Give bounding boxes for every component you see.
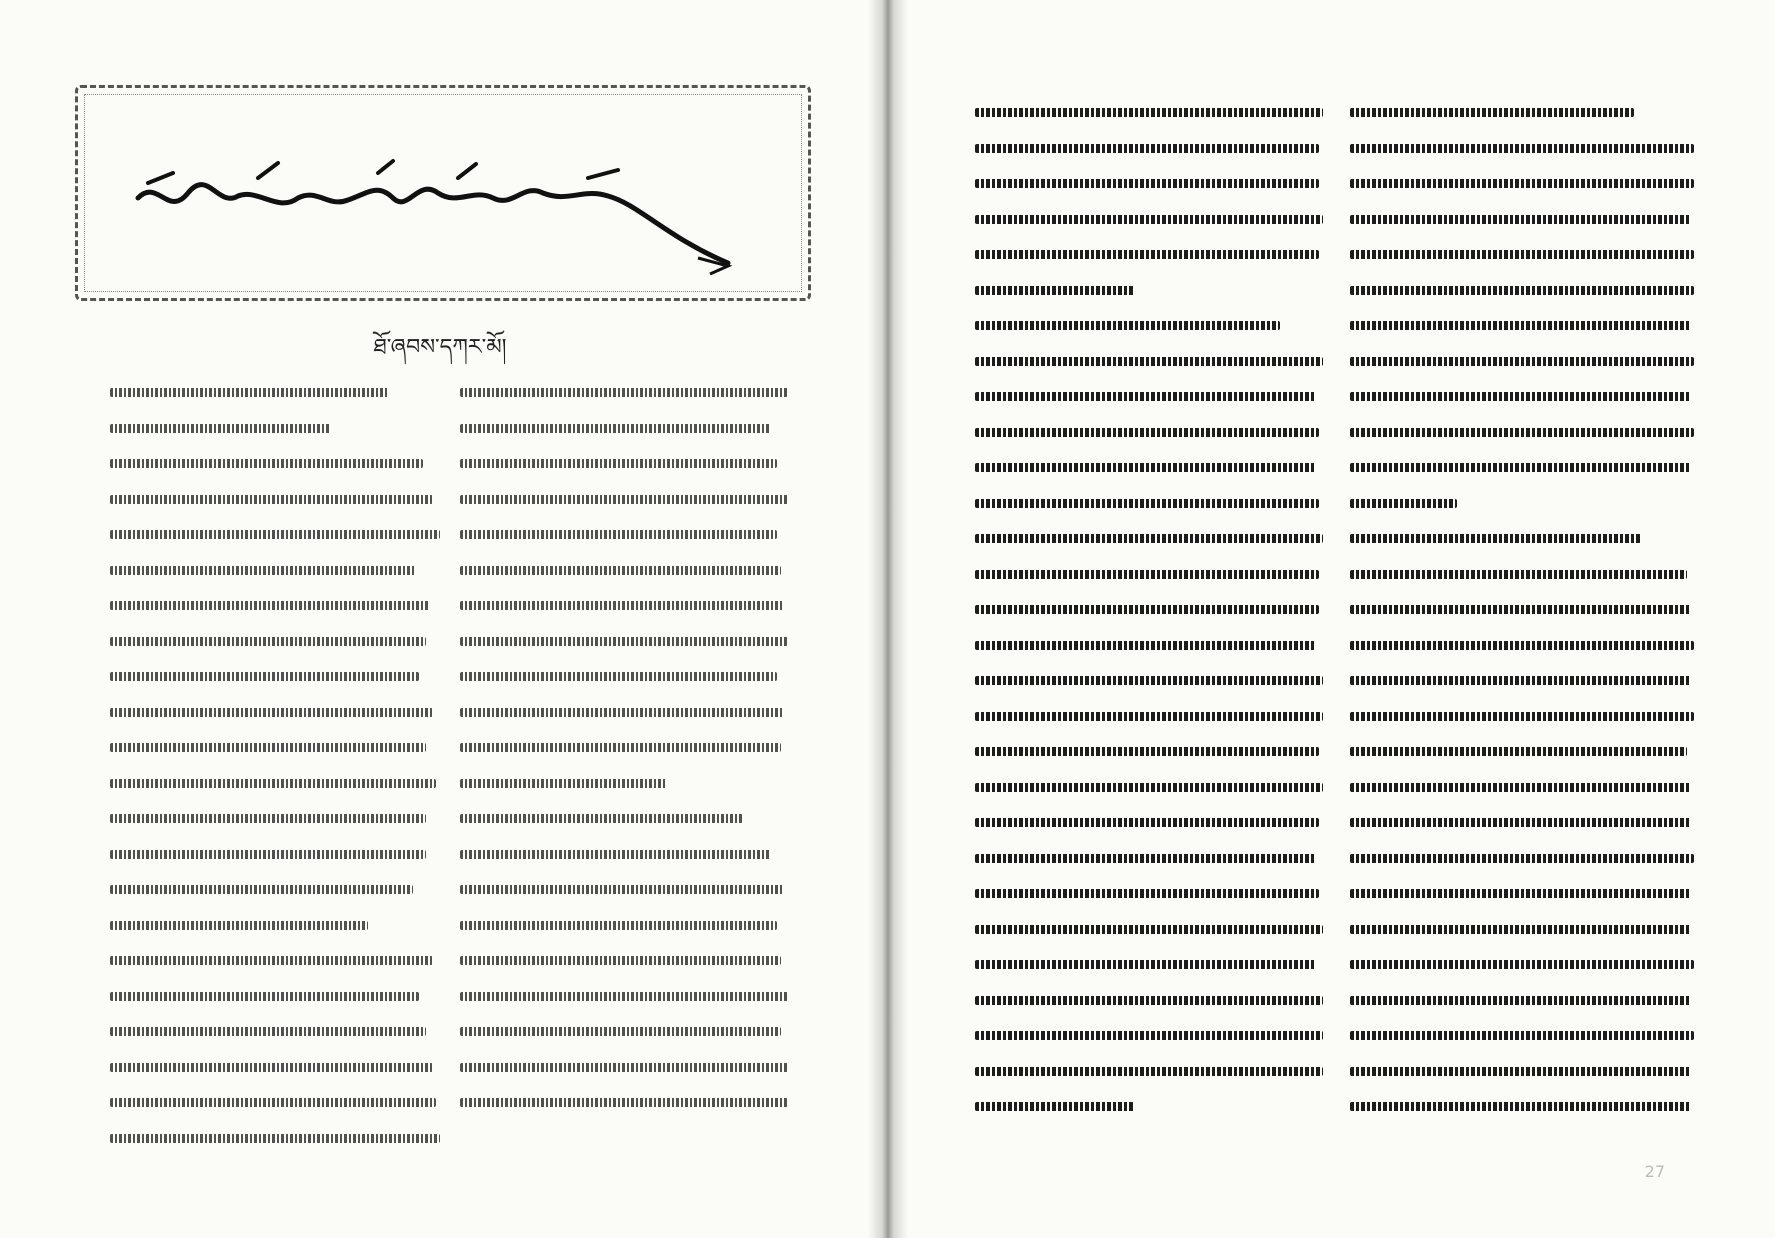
- right-page-column-right: [1350, 93, 1710, 1123]
- text-line: [460, 977, 815, 1013]
- text-line-ink: [1350, 854, 1694, 863]
- text-line: [975, 768, 1335, 804]
- text-line-ink: [110, 1134, 440, 1143]
- text-line: [110, 764, 460, 800]
- text-line-ink: [1350, 1067, 1691, 1076]
- text-line-ink: [975, 286, 1135, 295]
- text-line: [975, 1052, 1335, 1088]
- text-line-ink: [1350, 108, 1634, 117]
- text-line: [1350, 590, 1710, 626]
- text-line-ink: [110, 388, 389, 397]
- text-line: [460, 1012, 815, 1048]
- left-page-column-left: [460, 373, 815, 1119]
- text-line: [110, 835, 460, 871]
- text-line: [1350, 839, 1710, 875]
- text-line: [110, 799, 460, 835]
- text-line-ink: [460, 921, 777, 930]
- text-line-ink: [460, 814, 743, 823]
- text-line: [110, 941, 460, 977]
- text-line-ink: [1350, 605, 1691, 614]
- text-line: [975, 732, 1335, 768]
- text-line-ink: [975, 605, 1319, 614]
- text-line-ink: [1350, 641, 1694, 650]
- text-line: [975, 377, 1335, 413]
- text-line: [1350, 484, 1710, 520]
- text-line-ink: [110, 1098, 436, 1107]
- text-line-ink: [975, 392, 1316, 401]
- text-line-ink: [460, 743, 781, 752]
- text-line-ink: [1350, 889, 1691, 898]
- text-line: [1350, 626, 1710, 662]
- text-line-ink: [110, 779, 436, 788]
- text-line-ink: [975, 747, 1319, 756]
- text-line-ink: [975, 499, 1319, 508]
- text-line: [975, 1016, 1335, 1052]
- text-line: [110, 409, 460, 445]
- text-line-ink: [975, 854, 1316, 863]
- text-line: [460, 657, 815, 693]
- text-line-ink: [460, 601, 784, 610]
- text-line-ink: [110, 1027, 426, 1036]
- text-line-ink: [1350, 818, 1691, 827]
- text-line-ink: [975, 783, 1323, 792]
- text-line: [975, 626, 1335, 662]
- text-line-ink: [1350, 215, 1691, 224]
- text-line-ink: [1350, 321, 1691, 330]
- text-line: [1350, 342, 1710, 378]
- text-line-ink: [110, 956, 433, 965]
- text-line-ink: [460, 992, 788, 1001]
- section-heading: ཐོ་ཞབས་དཀར་མོ།: [373, 335, 507, 360]
- text-line: [975, 271, 1335, 307]
- text-line: [110, 515, 460, 551]
- text-line: [460, 728, 815, 764]
- text-line-ink: [460, 459, 777, 468]
- text-line: [460, 444, 815, 480]
- text-line-ink: [110, 637, 426, 646]
- text-line-ink: [460, 495, 788, 504]
- text-line: [110, 586, 460, 622]
- text-line-ink: [1350, 250, 1694, 259]
- text-line-ink: [110, 743, 426, 752]
- text-line-ink: [460, 708, 784, 717]
- text-line-ink: [110, 850, 426, 859]
- title-cartouche: [75, 85, 811, 301]
- text-line-ink: [1350, 286, 1694, 295]
- text-line: [460, 870, 815, 906]
- book-gutter: [868, 0, 908, 1238]
- text-line-ink: [1350, 428, 1694, 437]
- text-line: [975, 93, 1335, 129]
- text-line: [1350, 306, 1710, 342]
- text-line-ink: [1350, 463, 1691, 472]
- text-line: [1350, 661, 1710, 697]
- text-line-ink: [110, 495, 433, 504]
- text-line-ink: [460, 1098, 788, 1107]
- text-line-ink: [975, 428, 1319, 437]
- text-line: [975, 200, 1335, 236]
- text-line: [1350, 1016, 1710, 1052]
- text-line-ink: [1350, 144, 1694, 153]
- text-line: [975, 1087, 1335, 1123]
- text-line-ink: [110, 814, 426, 823]
- text-line: [460, 799, 815, 835]
- text-line: [1350, 1052, 1710, 1088]
- text-line: [975, 235, 1335, 271]
- text-line-ink: [975, 108, 1323, 117]
- left-page: [0, 0, 880, 1238]
- text-line-ink: [1350, 996, 1691, 1005]
- text-line-ink: [975, 321, 1280, 330]
- text-line: [460, 515, 815, 551]
- right-page: [895, 0, 1775, 1238]
- text-line: [110, 551, 460, 587]
- text-line-ink: [1350, 179, 1694, 188]
- text-line: [110, 870, 460, 906]
- text-line: [1350, 413, 1710, 449]
- text-line: [1350, 93, 1710, 129]
- text-line-ink: [975, 818, 1319, 827]
- text-line: [1350, 910, 1710, 946]
- text-line-ink: [460, 672, 777, 681]
- text-line: [975, 839, 1335, 875]
- text-line: [975, 874, 1335, 910]
- text-line-ink: [975, 1102, 1135, 1111]
- text-line-ink: [975, 534, 1323, 543]
- text-line-ink: [1350, 570, 1687, 579]
- text-line: [1350, 697, 1710, 733]
- calligraphy-signature: [128, 138, 748, 278]
- text-line-ink: [1350, 676, 1691, 685]
- text-line-ink: [460, 566, 781, 575]
- text-line-ink: [460, 388, 788, 397]
- text-line-ink: [975, 570, 1319, 579]
- right-page-column-left: [975, 93, 1335, 1123]
- text-line: [110, 1048, 460, 1084]
- text-line: [110, 373, 460, 409]
- text-line: [460, 622, 815, 658]
- text-line: [975, 484, 1335, 520]
- text-line: [975, 413, 1335, 449]
- text-line-ink: [975, 676, 1323, 685]
- text-line: [1350, 164, 1710, 200]
- text-line: [1350, 874, 1710, 910]
- text-line: [1350, 981, 1710, 1017]
- text-line-ink: [975, 1067, 1323, 1076]
- text-line: [460, 835, 815, 871]
- text-line-ink: [460, 530, 777, 539]
- text-line-ink: [975, 1031, 1323, 1040]
- text-line: [975, 803, 1335, 839]
- text-line-ink: [1350, 747, 1687, 756]
- text-line-ink: [460, 424, 771, 433]
- text-line: [1350, 271, 1710, 307]
- text-line: [975, 555, 1335, 591]
- text-line-ink: [975, 215, 1323, 224]
- text-line-ink: [460, 1063, 788, 1072]
- text-line-ink: [1350, 499, 1457, 508]
- text-line: [460, 764, 815, 800]
- text-line: [110, 444, 460, 480]
- text-line: [460, 906, 815, 942]
- text-line-ink: [1350, 392, 1691, 401]
- text-line-ink: [1350, 925, 1691, 934]
- text-line: [110, 480, 460, 516]
- text-line: [460, 1083, 815, 1119]
- text-line-ink: [460, 1027, 781, 1036]
- text-line: [110, 1012, 460, 1048]
- text-line: [975, 661, 1335, 697]
- text-line: [975, 342, 1335, 378]
- text-line-ink: [110, 1063, 433, 1072]
- text-line-ink: [460, 637, 788, 646]
- left-page-column-right: [110, 373, 460, 1154]
- text-line-ink: [110, 459, 423, 468]
- text-line: [1350, 519, 1710, 555]
- text-line-ink: [975, 250, 1319, 259]
- text-line-ink: [110, 992, 419, 1001]
- text-line: [1350, 768, 1710, 804]
- text-line-ink: [975, 996, 1323, 1005]
- text-line-ink: [1350, 783, 1691, 792]
- text-line: [975, 306, 1335, 342]
- text-line: [460, 586, 815, 622]
- text-line: [110, 622, 460, 658]
- text-line-ink: [460, 956, 781, 965]
- text-line-ink: [1350, 1102, 1691, 1111]
- text-line: [1350, 803, 1710, 839]
- text-line: [460, 373, 815, 409]
- text-line: [1350, 377, 1710, 413]
- text-line: [110, 906, 460, 942]
- text-line: [1350, 448, 1710, 484]
- text-line-ink: [110, 601, 430, 610]
- text-line-ink: [110, 708, 433, 717]
- text-line: [1350, 1087, 1710, 1123]
- text-line-ink: [975, 463, 1316, 472]
- text-line-ink: [975, 357, 1323, 366]
- text-line: [460, 480, 815, 516]
- text-line: [975, 981, 1335, 1017]
- text-line-ink: [975, 144, 1319, 153]
- text-line-ink: [460, 885, 784, 894]
- text-line: [1350, 945, 1710, 981]
- text-line: [975, 590, 1335, 626]
- text-line: [1350, 555, 1710, 591]
- text-line-ink: [110, 424, 331, 433]
- text-line-ink: [1350, 1031, 1694, 1040]
- text-line: [110, 1119, 460, 1155]
- text-line: [975, 697, 1335, 733]
- text-line-ink: [110, 921, 368, 930]
- text-line: [975, 164, 1335, 200]
- text-line: [110, 728, 460, 764]
- text-line-ink: [975, 179, 1319, 188]
- text-line: [110, 693, 460, 729]
- text-line-ink: [975, 960, 1316, 969]
- text-line-ink: [975, 925, 1323, 934]
- text-line: [460, 1048, 815, 1084]
- text-line-ink: [460, 779, 667, 788]
- text-line: [460, 409, 815, 445]
- text-line: [1350, 129, 1710, 165]
- text-line-ink: [1350, 712, 1694, 721]
- text-line-ink: [1350, 357, 1694, 366]
- text-line: [975, 945, 1335, 981]
- text-line-ink: [110, 566, 416, 575]
- text-line: [1350, 235, 1710, 271]
- text-line: [975, 910, 1335, 946]
- text-line: [460, 693, 815, 729]
- text-line: [1350, 732, 1710, 768]
- text-line-ink: [460, 850, 771, 859]
- page-number: 27: [1644, 1162, 1665, 1181]
- text-line: [1350, 200, 1710, 236]
- text-line-ink: [1350, 534, 1641, 543]
- text-line-ink: [975, 889, 1319, 898]
- text-line: [975, 448, 1335, 484]
- text-line-ink: [110, 885, 413, 894]
- text-line: [975, 519, 1335, 555]
- text-line: [460, 551, 815, 587]
- text-line: [975, 129, 1335, 165]
- text-line: [460, 941, 815, 977]
- text-line: [110, 1083, 460, 1119]
- text-line-ink: [975, 712, 1323, 721]
- text-line-ink: [110, 672, 419, 681]
- text-line-ink: [110, 530, 440, 539]
- text-line-ink: [1350, 960, 1694, 969]
- text-line: [110, 977, 460, 1013]
- text-line-ink: [975, 641, 1316, 650]
- text-line: [110, 657, 460, 693]
